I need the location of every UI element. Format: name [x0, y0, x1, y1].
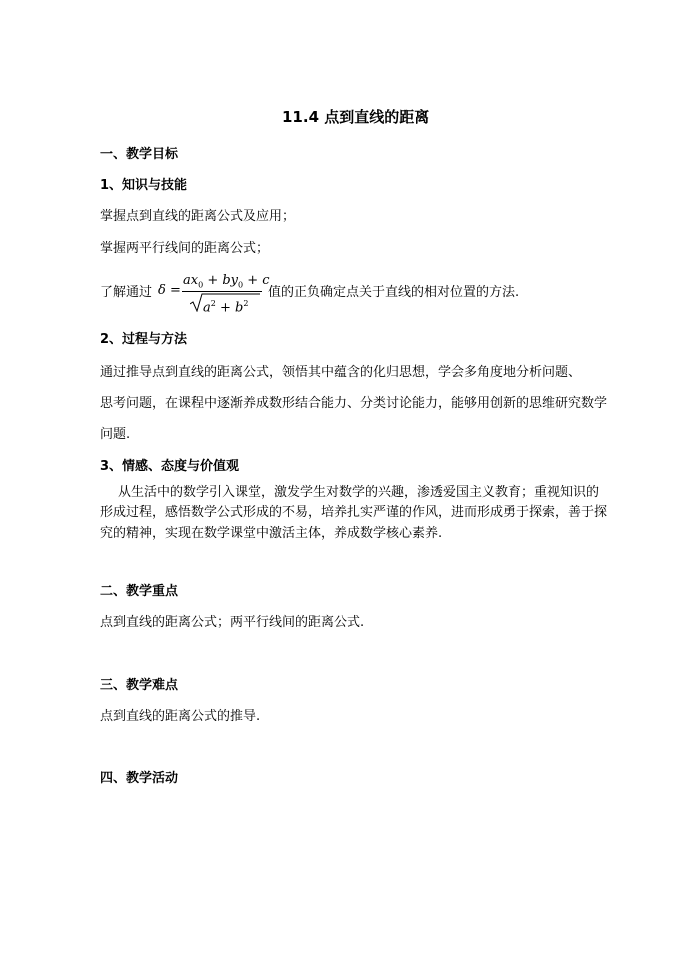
subheading-knowledge-skills: 1、知识与技能	[100, 178, 188, 193]
values-para-line-1: 从生活中的数学引入课堂，激发学生对数学的兴趣，渗透爱国主义教育；重视知识的	[118, 485, 600, 500]
section-heading-activities: 四、教学活动	[100, 771, 179, 786]
key-points-text: 点到直线的距离公式；两平行线间的距离公式.	[100, 615, 365, 630]
objective-line-3-suffix: 值的正负确定点关于直线的相对位置的方法.	[268, 285, 520, 300]
values-para-line-3: 究的精神，实现在数学课堂中激活主体，养成数学核心素养.	[100, 526, 443, 541]
distance-formula	[158, 270, 268, 314]
values-para-line-2: 形成过程，感悟数学公式形成的不易，培养扎实严谨的作风，进而形成勇于探索，善于探	[100, 505, 608, 520]
fraction-bar	[182, 291, 262, 292]
formula-numerator: $ax_0 + by_0 + c$	[183, 273, 270, 290]
process-para-line-3: 问题.	[100, 427, 131, 442]
formula-denominator: $a^2 + b^2$	[203, 299, 249, 316]
section-heading-objectives: 一、教学目标	[100, 147, 179, 162]
subheading-attitudes-values: 3、情感、态度与价值观	[100, 459, 240, 474]
formula-lhs: δ =	[158, 283, 181, 298]
section-heading-difficulties: 三、教学难点	[100, 678, 179, 693]
objective-line-2: 掌握两平行线间的距离公式；	[100, 241, 270, 256]
process-para-line-2: 思考问题，在课程中逐渐养成数形结合能力、分类讨论能力，能够用创新的思维研究数学	[100, 396, 608, 411]
subheading-process-methods: 2、过程与方法	[100, 332, 188, 347]
process-para-line-1: 通过推导点到直线的距离公式，领悟其中蕴含的化归思想，学会多角度地分析问题、	[100, 365, 582, 380]
section-heading-key-points: 二、教学重点	[100, 584, 179, 599]
objective-line-3-prefix: 了解通过	[100, 285, 153, 300]
difficulties-text: 点到直线的距离公式的推导.	[100, 709, 261, 724]
page-title: 11.4 点到直线的距离	[282, 108, 430, 126]
objective-line-1: 掌握点到直线的距离公式及应用；	[100, 209, 296, 224]
